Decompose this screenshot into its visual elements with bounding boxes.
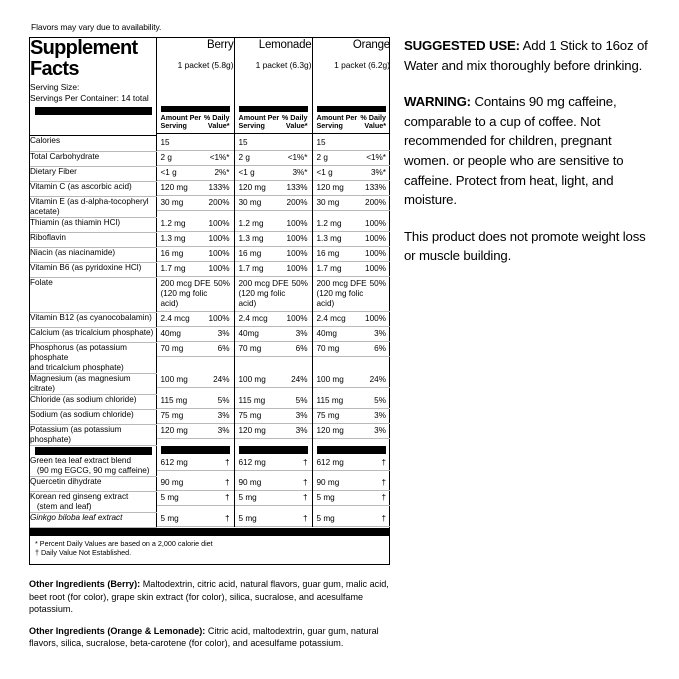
disclaimer-paragraph: This product does not promote weight loss or muscle building. <box>404 228 646 264</box>
nutrient-value-cell <box>312 312 390 327</box>
daily-value: 3% <box>374 329 386 338</box>
table-row <box>30 196 390 217</box>
daily-value: † <box>224 478 230 487</box>
amount-value: 2.4 mcg <box>238 314 268 323</box>
nutrient-value-cell <box>156 217 234 232</box>
daily-value: 3% <box>217 411 230 420</box>
nutrient-name: Korean red ginseng extract (stem and leaf) <box>30 491 156 512</box>
nutrient-value-cell <box>234 247 312 262</box>
daily-value: 100% <box>208 234 230 243</box>
nutrient-value-cell <box>156 166 234 181</box>
nutrient-name: Calcium (as tricalcium phosphate) <box>30 327 156 342</box>
nutrient-value-cell <box>156 232 234 247</box>
supplement-facts-panel <box>29 37 390 565</box>
other-ingredients-berry-text: Maltodextrin, citric acid, natural flavors, guar gum, malic acid, beet root (for color), grape skin extract (for color), silica, sucralose, and acesulfame potassium. <box>29 579 389 615</box>
daily-value: † <box>224 514 230 523</box>
flavor-serving-size: 1 packet (6.3g) <box>255 60 312 70</box>
amount-value: 75 mg <box>160 411 184 420</box>
daily-value: 200% <box>365 198 386 207</box>
nutrient-value-cell <box>234 327 312 342</box>
header-bar-name-cell <box>30 104 156 136</box>
amount-value: 40mg <box>316 329 337 338</box>
nutrient-name: Chloride (as sodium chloride) <box>30 394 156 409</box>
daily-value: 100% <box>365 234 386 243</box>
flavor-availability-note: Flavors may vary due to availability. <box>31 22 162 32</box>
nutrient-value-cell <box>234 394 312 409</box>
amount-value: 115 mg <box>316 396 344 405</box>
nutrient-value-cell <box>156 196 234 217</box>
blend-separator-cell <box>312 445 390 456</box>
nutrient-value-cell <box>234 181 312 196</box>
flavor-name: Orange <box>352 39 390 51</box>
nutrient-name: Vitamin E (as d-alpha-tocopheryl acetate) <box>30 196 156 217</box>
amount-value: 120 mg <box>316 183 344 192</box>
blend-black-bar <box>317 446 387 454</box>
amount-value: 200 mcg DFE (120 mg folic acid) <box>316 279 367 308</box>
nutrient-value-cell <box>156 424 234 445</box>
amount-value: 2.4 mcg <box>160 314 190 323</box>
daily-value: 50% <box>291 279 308 288</box>
amount-value: 1.7 mg <box>238 264 264 273</box>
nutrient-name: Vitamin C (as ascorbic acid) <box>30 181 156 196</box>
servings-per-container: Servings Per Container: 14 total <box>30 93 149 103</box>
nutrient-value-cell <box>234 476 312 491</box>
nutrient-value-cell <box>312 424 390 445</box>
footnote-separator-bar <box>30 528 389 536</box>
daily-value: 100% <box>208 264 230 273</box>
amount-value: 75 mg <box>238 411 262 420</box>
nutrient-name: Folate <box>30 277 156 312</box>
amount-value: 612 mg <box>316 457 344 467</box>
nutrient-name: Potassium (as potassium phosphate) <box>30 424 156 445</box>
amount-per-serving-label: Amount Per Serving <box>238 113 280 131</box>
daily-value: 5% <box>374 396 386 405</box>
amount-value: 115 mg <box>160 396 188 405</box>
nutrient-value-cell <box>156 476 234 491</box>
nutrient-name: Riboflavin <box>30 232 156 247</box>
nutrient-value-cell <box>156 277 234 312</box>
daily-value: 50% <box>213 279 230 288</box>
daily-value: 3% <box>295 426 308 435</box>
amount-value: 5 mg <box>160 514 179 523</box>
warning-text: Contains 90 mg caffeine, comparable to a cup of coffee. Not recommended for children, pregnant women. or people who are sensitive to caffeine. Protect from heat, light, and moisture. <box>404 94 624 208</box>
amount-value: 2 g <box>238 153 250 162</box>
nutrient-value-cell <box>234 512 312 527</box>
amount-and-dv-header <box>157 112 234 134</box>
daily-value: 100% <box>208 249 230 258</box>
header-black-bar <box>35 107 152 115</box>
nutrient-name: Sodium (as sodium chloride) <box>30 409 156 424</box>
blend-separator-cell <box>156 445 234 456</box>
amount-value: 1.7 mg <box>160 264 186 273</box>
amount-value: 120 mg <box>160 426 188 435</box>
nutrient-value-cell <box>156 312 234 327</box>
nutrient-value-cell <box>234 277 312 312</box>
nutrient-value-cell <box>312 232 390 247</box>
amount-value: 5 mg <box>316 514 335 523</box>
nutrient-value-cell <box>156 491 234 512</box>
amount-value: 120 mg <box>160 183 188 192</box>
nutrient-value-cell <box>312 327 390 342</box>
flavor-name: Lemonade <box>258 39 312 51</box>
table-row <box>30 512 390 527</box>
daily-value: † <box>381 478 386 487</box>
nutrient-value-cell <box>234 151 312 166</box>
daily-value: 200% <box>208 198 230 207</box>
footnote-percent-dv: * Percent Daily Values are based on a 2,000 calorie diet <box>35 538 213 548</box>
daily-value: 100% <box>286 249 308 258</box>
other-ingredients-berry <box>29 578 401 616</box>
nutrient-value-cell <box>156 181 234 196</box>
column-header-cell <box>234 104 312 136</box>
nutrient-value-cell <box>312 166 390 181</box>
table-row <box>30 136 390 151</box>
nutrient-value-cell <box>156 409 234 424</box>
warning-label: WARNING: <box>404 94 471 110</box>
header-spacer <box>30 115 156 136</box>
nutrient-value-cell <box>156 342 234 373</box>
daily-value: 24% <box>213 375 230 384</box>
table-row <box>30 181 390 196</box>
other-ingredients-section <box>29 578 401 659</box>
daily-value: 133% <box>208 183 230 192</box>
nutrient-value-cell <box>312 456 390 477</box>
amount-value: 40mg <box>238 329 259 338</box>
amount-value: <1 g <box>160 168 177 177</box>
nutrient-value-cell <box>234 456 312 477</box>
amount-value: 90 mg <box>238 478 262 487</box>
table-row <box>30 342 390 373</box>
amount-value: 115 mg <box>238 396 266 405</box>
panel-header-row <box>30 38 390 104</box>
amount-value: 16 mg <box>160 249 184 258</box>
flavor-name: Berry <box>207 39 234 51</box>
daily-value: 6% <box>374 344 386 353</box>
flavor-serving-size: 1 packet (5.8g) <box>177 60 234 70</box>
amount-value: 200 mcg DFE (120 mg folic acid) <box>238 279 289 308</box>
footnote-dagger: † Daily Value Not Established. <box>35 548 132 557</box>
table-row <box>30 409 390 424</box>
amount-value: 1.2 mg <box>160 219 186 228</box>
flavor-serving-size: 1 packet (6.2g) <box>334 60 390 70</box>
table-row <box>30 262 390 277</box>
nutrient-name: Calories <box>30 136 156 151</box>
amount-value: 70 mg <box>316 344 340 353</box>
amount-value: 70 mg <box>160 344 184 353</box>
daily-value-label: % Daily Value* <box>203 113 230 131</box>
nutrient-name: Ginkgo biloba leaf extract <box>30 512 156 527</box>
nutrient-value-cell <box>312 277 390 312</box>
daily-value-label: % Daily Value* <box>360 113 386 131</box>
daily-value: 100% <box>286 264 308 273</box>
nutrient-name: Quercetin dihydrate <box>30 476 156 491</box>
daily-value: † <box>302 493 308 502</box>
amount-value: 40mg <box>160 329 181 338</box>
table-row <box>30 247 390 262</box>
amount-and-dv-header <box>235 112 312 134</box>
nutrient-value-cell <box>234 424 312 445</box>
amount-value: 2.4 mcg <box>316 314 346 323</box>
nutrient-value-cell <box>312 409 390 424</box>
amount-value: 75 mg <box>316 411 340 420</box>
daily-value: 3%* <box>370 168 386 177</box>
amount-value: 1.2 mg <box>238 219 264 228</box>
nutrient-value-cell <box>312 476 390 491</box>
daily-value: <1%* <box>366 153 386 162</box>
blend-black-bar <box>35 447 152 455</box>
nutrient-value-cell <box>234 196 312 217</box>
nutrient-value-cell <box>312 262 390 277</box>
amount-value: 30 mg <box>160 198 184 207</box>
table-row <box>30 373 390 394</box>
daily-value: † <box>302 457 308 467</box>
daily-value: † <box>302 514 308 523</box>
daily-value: 2%* <box>214 168 230 177</box>
daily-value: 200% <box>286 198 308 207</box>
nutrient-name: Vitamin B6 (as pyridoxine HCl) <box>30 262 156 277</box>
column-header-cell <box>156 104 234 136</box>
amount-value: 100 mg <box>316 375 344 384</box>
daily-value: 3% <box>295 411 308 420</box>
amount-value: 612 mg <box>160 457 188 467</box>
other-ingredients-berry-label: Other Ingredients (Berry): <box>29 579 141 589</box>
panel-title-cell <box>30 38 156 104</box>
nutrient-value-cell <box>234 312 312 327</box>
supplement-facts-table <box>30 38 390 528</box>
nutrient-value-cell <box>234 342 312 373</box>
amount-value: <1 g <box>316 168 333 177</box>
amount-value: 200 mcg DFE (120 mg folic acid) <box>160 279 211 308</box>
daily-value: <1%* <box>287 153 308 162</box>
nutrient-value-cell <box>312 491 390 512</box>
amount-value: 30 mg <box>238 198 262 207</box>
nutrient-value-cell <box>312 373 390 394</box>
nutrient-value-cell <box>312 217 390 232</box>
table-row <box>30 232 390 247</box>
daily-value: 3% <box>374 411 386 420</box>
blend-black-bar <box>161 446 230 454</box>
daily-value: 133% <box>286 183 308 192</box>
table-row <box>30 424 390 445</box>
amount-value: 2 g <box>160 153 172 162</box>
amount-value: 120 mg <box>238 183 266 192</box>
suggested-use-paragraph <box>404 36 657 75</box>
left-column <box>29 22 390 565</box>
nutrient-value-cell <box>234 232 312 247</box>
amount-value: 15 <box>160 138 170 147</box>
daily-value: 24% <box>369 375 386 384</box>
nutrient-name: Vitamin B12 (as cyanocobalamin) <box>30 312 156 327</box>
amount-value: 5 mg <box>238 514 257 523</box>
page-title: Supplement Facts <box>30 37 138 80</box>
nutrient-name: Magnesium (as magnesium citrate) <box>30 373 156 394</box>
amount-value: 30 mg <box>316 198 340 207</box>
nutrient-value-cell <box>156 327 234 342</box>
daily-value: 100% <box>365 249 386 258</box>
table-row <box>30 491 390 512</box>
daily-value: 50% <box>369 279 386 288</box>
suggested-use-text: Add 1 Stick to 16oz of Water and mix thoroughly before drinking. <box>404 38 648 73</box>
nutrient-value-cell <box>156 394 234 409</box>
daily-value: 100% <box>286 314 308 323</box>
amount-per-serving-label: Amount Per Serving <box>160 113 202 131</box>
amount-value: 1.3 mg <box>160 234 186 243</box>
directions-column <box>404 36 657 283</box>
daily-value: 100% <box>208 219 230 228</box>
amount-value: 16 mg <box>238 249 262 258</box>
amount-value: 5 mg <box>238 493 257 502</box>
daily-value: 3% <box>374 426 386 435</box>
nutrient-value-cell <box>156 247 234 262</box>
table-row <box>30 456 390 477</box>
amount-value: 100 mg <box>238 375 266 384</box>
blend-separator-row <box>30 445 390 456</box>
nutrient-value-cell <box>156 456 234 477</box>
warning-paragraph <box>404 92 657 210</box>
daily-value: 3%* <box>292 168 308 177</box>
column-header-cell <box>312 104 390 136</box>
nutrient-value-cell <box>156 151 234 166</box>
nutrient-value-cell <box>312 394 390 409</box>
nutrient-value-cell <box>156 262 234 277</box>
amount-value: 100 mg <box>160 375 188 384</box>
daily-value: 5% <box>217 396 230 405</box>
amount-per-serving-label: Amount Per Serving <box>316 113 358 131</box>
nutrient-name: Phosphorus (as potassium phosphate and tricalcium phosphate) <box>30 342 156 373</box>
daily-value: 3% <box>217 426 230 435</box>
nutrient-value-cell <box>234 491 312 512</box>
amount-value: 612 mg <box>238 457 266 467</box>
amount-value: 90 mg <box>160 478 184 487</box>
amount-value: 15 <box>238 138 248 147</box>
amount-value: 1.3 mg <box>316 234 342 243</box>
nutrient-value-cell <box>312 342 390 373</box>
nutrient-name: Total Carbohydrate <box>30 151 156 166</box>
daily-value: † <box>302 478 308 487</box>
daily-value: 100% <box>365 264 386 273</box>
other-ingredients-orange-lemonade <box>29 625 401 650</box>
footnotes <box>30 536 389 564</box>
amount-value: 16 mg <box>316 249 340 258</box>
amount-value: 90 mg <box>316 478 340 487</box>
nutrient-value-cell <box>156 512 234 527</box>
nutrient-value-cell <box>234 373 312 394</box>
suggested-use-label: SUGGESTED USE: <box>404 38 520 53</box>
nutrient-name: Green tea leaf extract blend (90 mg EGCG, 90 mg caffeine) <box>30 456 156 477</box>
nutrient-name: Niacin (as niacinamide) <box>30 247 156 262</box>
other-ingredients-orange-lemonade-text: Citric acid, maltodextrin, guar gum, natural flavors, silica, sucralose, beta-carotene (for color), and acesulfame potassium. <box>29 625 379 649</box>
blend-separator-name-cell <box>30 445 156 456</box>
daily-value: 100% <box>286 234 308 243</box>
daily-value: 100% <box>365 219 386 228</box>
amount-value: 120 mg <box>238 426 266 435</box>
nutrient-value-cell <box>234 166 312 181</box>
nutrient-value-cell <box>312 196 390 217</box>
nutrient-value-cell <box>312 151 390 166</box>
table-row <box>30 394 390 409</box>
amount-value: 15 <box>316 138 326 147</box>
flavor-header-lemonade <box>234 38 312 104</box>
blend-black-bar <box>239 446 308 454</box>
column-header-row <box>30 104 390 136</box>
daily-value: † <box>381 514 386 523</box>
amount-value: 2 g <box>316 153 328 162</box>
daily-value: † <box>224 493 230 502</box>
daily-value: 3% <box>295 329 308 338</box>
table-row <box>30 327 390 342</box>
blend-separator-cell <box>234 445 312 456</box>
daily-value-label: % Daily Value* <box>281 113 308 131</box>
serving-size-label: Serving Size: <box>30 82 80 92</box>
daily-value: 100% <box>208 314 230 323</box>
nutrient-value-cell <box>312 512 390 527</box>
daily-value: 6% <box>295 344 308 353</box>
other-ingredients-orange-lemonade-label: Other Ingredients (Orange & Lemonade): <box>29 625 206 636</box>
daily-value: 133% <box>365 183 386 192</box>
table-row <box>30 476 390 491</box>
amount-value: 120 mg <box>316 426 344 435</box>
amount-value: 5 mg <box>160 493 179 502</box>
nutrient-name: Thiamin (as thiamin HCl) <box>30 217 156 232</box>
table-row <box>30 312 390 327</box>
nutrient-value-cell <box>234 409 312 424</box>
nutrient-value-cell <box>156 373 234 394</box>
nutrient-value-cell <box>312 136 390 151</box>
amount-value: 1.7 mg <box>316 264 342 273</box>
daily-value: 5% <box>295 396 308 405</box>
table-row <box>30 151 390 166</box>
nutrient-value-cell <box>234 262 312 277</box>
nutrient-value-cell <box>234 136 312 151</box>
daily-value: 6% <box>217 344 230 353</box>
amount-and-dv-header <box>313 112 391 134</box>
nutrient-value-cell <box>312 181 390 196</box>
daily-value: 100% <box>365 314 386 323</box>
nutrient-value-cell <box>234 217 312 232</box>
amount-value: 70 mg <box>238 344 262 353</box>
amount-value: <1 g <box>238 168 255 177</box>
table-row <box>30 166 390 181</box>
daily-value: † <box>224 457 230 467</box>
nutrient-name: Dietary Fiber <box>30 166 156 181</box>
nutrient-value-cell <box>156 136 234 151</box>
daily-value: † <box>381 457 386 467</box>
amount-value: 1.3 mg <box>238 234 264 243</box>
daily-value: <1%* <box>209 153 230 162</box>
nutrient-value-cell <box>312 247 390 262</box>
daily-value: 24% <box>291 375 308 384</box>
daily-value: 100% <box>286 219 308 228</box>
table-row <box>30 277 390 312</box>
daily-value: 3% <box>217 329 230 338</box>
daily-value: † <box>381 493 386 502</box>
flavor-header-berry <box>156 38 234 104</box>
flavor-header-orange <box>312 38 390 104</box>
amount-value: 1.2 mg <box>316 219 342 228</box>
table-row <box>30 217 390 232</box>
amount-value: 5 mg <box>316 493 335 502</box>
